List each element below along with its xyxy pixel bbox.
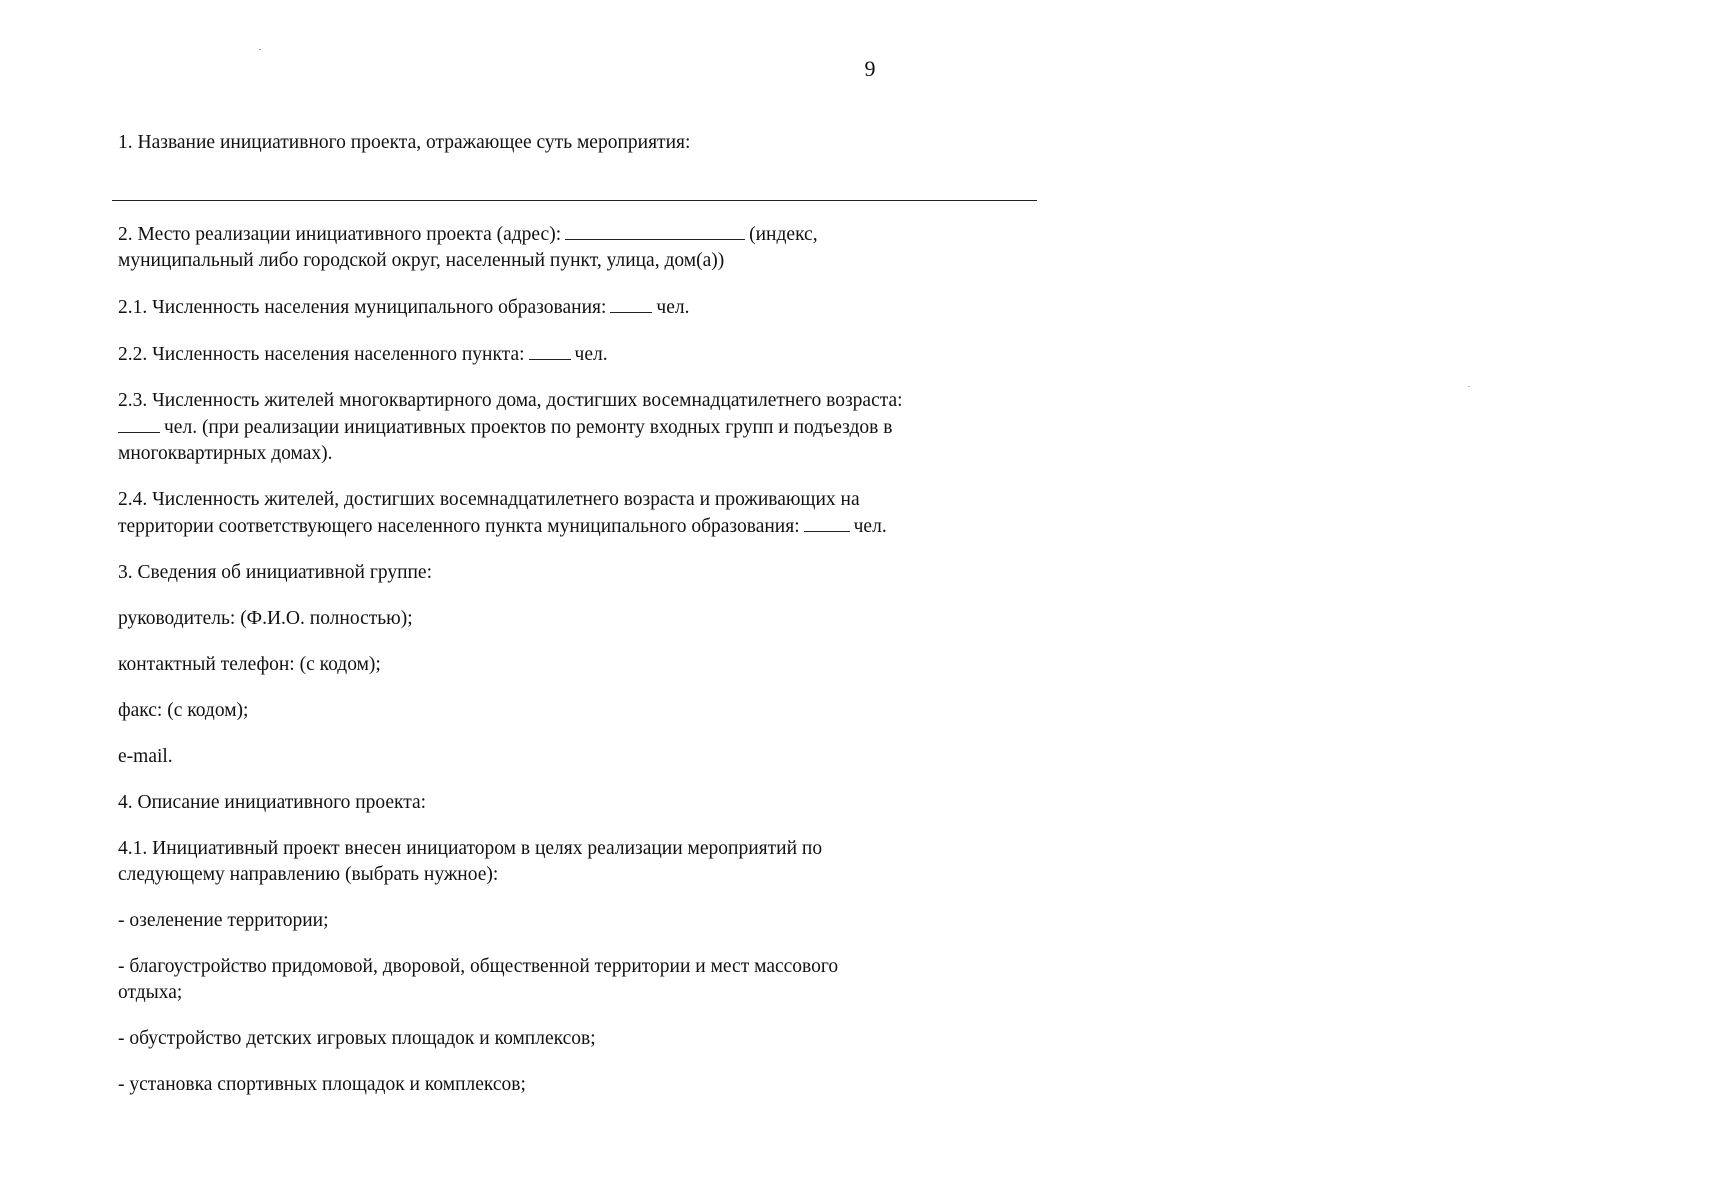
residents-blank <box>118 414 160 433</box>
email-field: e-mail. <box>118 746 173 767</box>
section-2-4-line2: территории соответствующего населенного пункта муниципального образования: <box>118 516 800 537</box>
section-2-prefix: 2. Место реализации инициативного проекта (адрес): <box>118 224 562 245</box>
leader-field: руководитель: (Ф.И.О. полностью); <box>118 608 413 629</box>
section-1 <box>118 130 1048 156</box>
section-2-2-prefix: 2.2. Численность населения населенного пункта: <box>118 344 525 365</box>
section-2-3-line1: 2.3. Численность жителей многоквартирного дома, достигших восемнадцатилетнего возраста: <box>118 390 903 411</box>
direction-item: - озеленение территории; <box>118 910 329 931</box>
section-2-4 <box>118 487 1048 540</box>
direction-item: - обустройство детских игровых площадок и комплексов; <box>118 1028 596 1049</box>
section-2-1-prefix: 2.1. Численность населения муниципального образования: <box>118 297 607 318</box>
section-2-3-line2: чел. (при реализации инициативных проектов по ремонту входных групп и подъездов в <box>164 417 893 438</box>
section-4-1-line1: 4.1. Инициативный проект внесен инициатором в целях реализации мероприятий по <box>118 838 823 859</box>
section-2-3 <box>118 388 1048 467</box>
section-2 <box>118 221 1048 274</box>
section-2-suffix: (индекс, <box>749 224 818 245</box>
direction-item-line2: отдыха; <box>118 982 183 1003</box>
fax-field: факс: (с кодом); <box>118 700 249 721</box>
adult-residents-blank <box>804 513 850 532</box>
direction-item-line1: - благоустройство придомовой, дворовой, общественной территории и мест массового <box>118 956 839 977</box>
section-2-4-line1: 2.4. Численность жителей, достигших восемнадцатилетнего возраста и проживающих на <box>118 489 860 510</box>
section-2-4-suffix: чел. <box>853 516 887 537</box>
direction-item: - установка спортивных площадок и комплексов; <box>118 1074 526 1095</box>
section-1-text: 1. Название инициативного проекта, отражающее суть мероприятия: <box>118 132 691 153</box>
direction-item <box>118 954 1048 1006</box>
address-blank <box>565 221 745 240</box>
section-4-1 <box>118 836 1048 888</box>
project-name-line <box>112 200 1037 201</box>
section-2-1-suffix: чел. <box>656 297 690 318</box>
section-2-2 <box>118 341 1048 368</box>
section-4-1-line2: следующему направлению (выбрать нужное): <box>118 864 499 885</box>
section-2-line2: муниципальный либо городской округ, населенный пункт, улица, дом(а)) <box>118 250 725 271</box>
section-4: 4. Описание инициативного проекта: <box>118 792 427 813</box>
settlement-population-blank <box>529 341 571 360</box>
phone-field: контактный телефон: (с кодом); <box>118 654 381 675</box>
document-body <box>118 130 1048 1118</box>
scan-artifact <box>1468 386 1470 387</box>
population-blank <box>610 294 652 313</box>
scan-artifact <box>259 49 261 50</box>
section-2-3-line3: многоквартирных домах). <box>118 443 333 464</box>
section-2-2-suffix: чел. <box>574 344 608 365</box>
section-3: 3. Сведения об инициативной группе: <box>118 562 433 583</box>
section-2-1 <box>118 294 1048 321</box>
page-number: 9 <box>864 56 876 81</box>
